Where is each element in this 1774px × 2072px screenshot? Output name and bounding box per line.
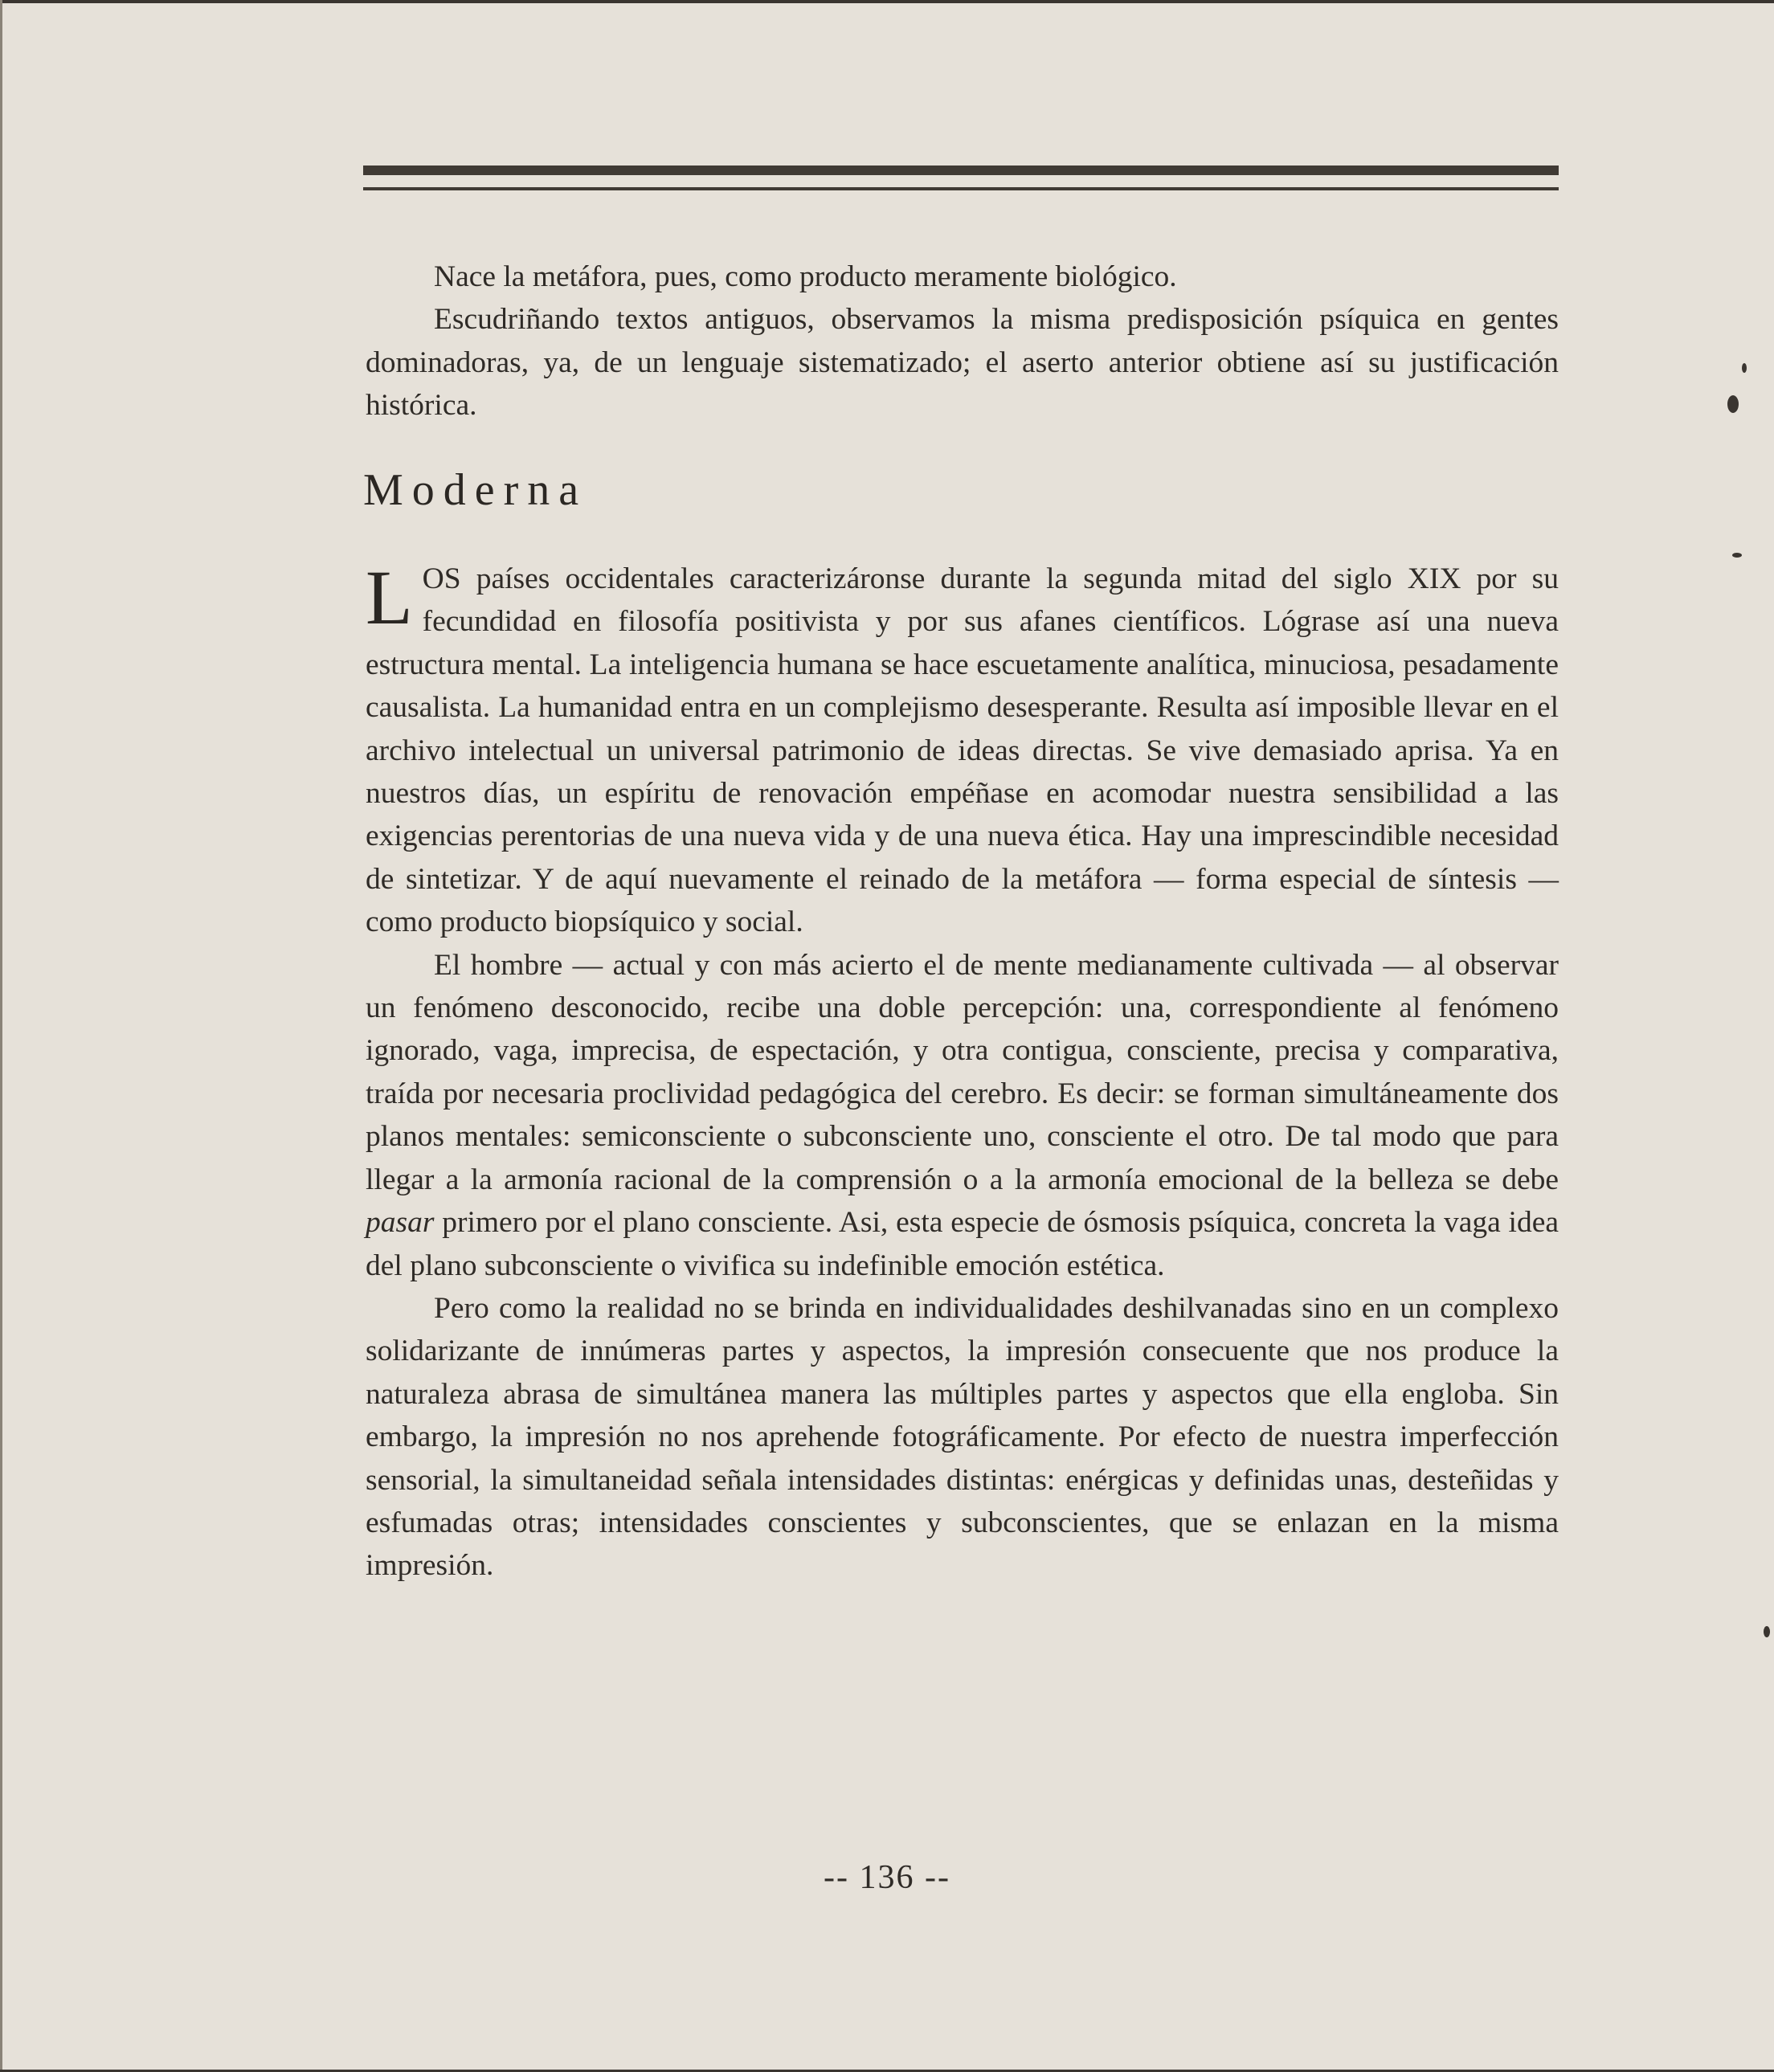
section-body <box>366 554 1559 1588</box>
section-heading: Moderna <box>363 465 588 515</box>
section-paragraph-3: Pero como la realidad no se brinda en individualidades deshilvanadas sino en un complexo solidarizante de innúmeras partes y aspectos, la impresión consecuente que nos produce la naturaleza abrasa de simultánea manera las múltiples partes y aspectos que ella engloba. Sin embargo, la impresión no nos aprehende fotográficamente. Por efecto de nuestra imperfección sensorial, la simultaneidad señala intensidades distintas: enérgicas y definidas unas, desteñidas y esfumadas otras; intensidades conscientes y subconscientes, que se enlazan en la misma impresión. <box>366 1291 1559 1583</box>
ink-speck <box>1732 553 1742 558</box>
section-paragraph-1-text: OS países occidentales caracterizáronse durante la segunda mitad del siglo XIX por su fecundidad en filosofía positivista y por sus afanes científicos. Lógrase así una nueva estructura mental. La inteligencia humana se hace escuetamente analítica, minuciosa, pesadamente causalista. La humanidad entra en un complejismo desesperante. Resulta así imposible llevar en el archivo intelectual un universal patrimonio de ideas directas. Se vive demasiado aprisa. Ya en nuestros días, un espíritu de renovación empéñase en acomodar nuestra sensibilidad a las exigencias perentorias de una nueva vida y de una nueva ética. Hay una imprescindible necesidad de sintetizar. Y de aquí nuevamente el reinado de la metáfora — forma especial de síntesis — como producto biopsíquico y social. <box>366 562 1559 939</box>
page-left-edge <box>0 0 2 2072</box>
ink-speck <box>1742 363 1747 373</box>
header-rule-thin <box>363 187 1559 190</box>
section-paragraph-1 <box>366 554 1559 944</box>
intro-block <box>366 255 1559 427</box>
drop-cap: L <box>366 554 413 640</box>
ink-speck <box>1764 1626 1770 1637</box>
page-number: -- 136 -- <box>824 1859 950 1896</box>
intro-paragraph-2: Escudriñando textos antiguos, observamos la misma predisposición psíquica en gentes dominadoras, ya, de un lenguaje sistematizado; el aserto anterior obtiene así su justificación histórica. <box>366 303 1559 423</box>
ink-speck <box>1727 395 1739 413</box>
section-paragraph-2-text-b: primero por el plano consciente. Asi, esta especie de ósmosis psíquica, concreta la vaga idea del plano subconsciente o vivifica su indefinible emoción estética. <box>366 1206 1559 1282</box>
section-paragraph-2 <box>366 944 1559 1287</box>
section-paragraph-2-text-a: El hombre — actual y con más acierto el de mente medianamente cultivada — al observar un fenómeno desconocido, recibe una doble percepción: una, correspondiente al fenómeno ignorado, vaga, imprecisa, de espectación, y otra contigua, consciente, precisa y comparativa, traída por necesaria proclividad pedagógica del cerebro. Es decir: se forman simultáneamente dos planos mentales: semiconsciente o subconsciente uno, consciente el otro. De tal modo que para llegar a la armonía racional de la comprensión o a la armonía emocional de la belleza se debe <box>366 948 1559 1196</box>
italic-word: pasar <box>366 1206 435 1240</box>
intro-paragraph-1: Nace la metáfora, pues, como producto meramente biológico. <box>434 260 1177 293</box>
page-top-edge <box>0 0 1774 3</box>
header-rule-thick <box>363 166 1559 175</box>
